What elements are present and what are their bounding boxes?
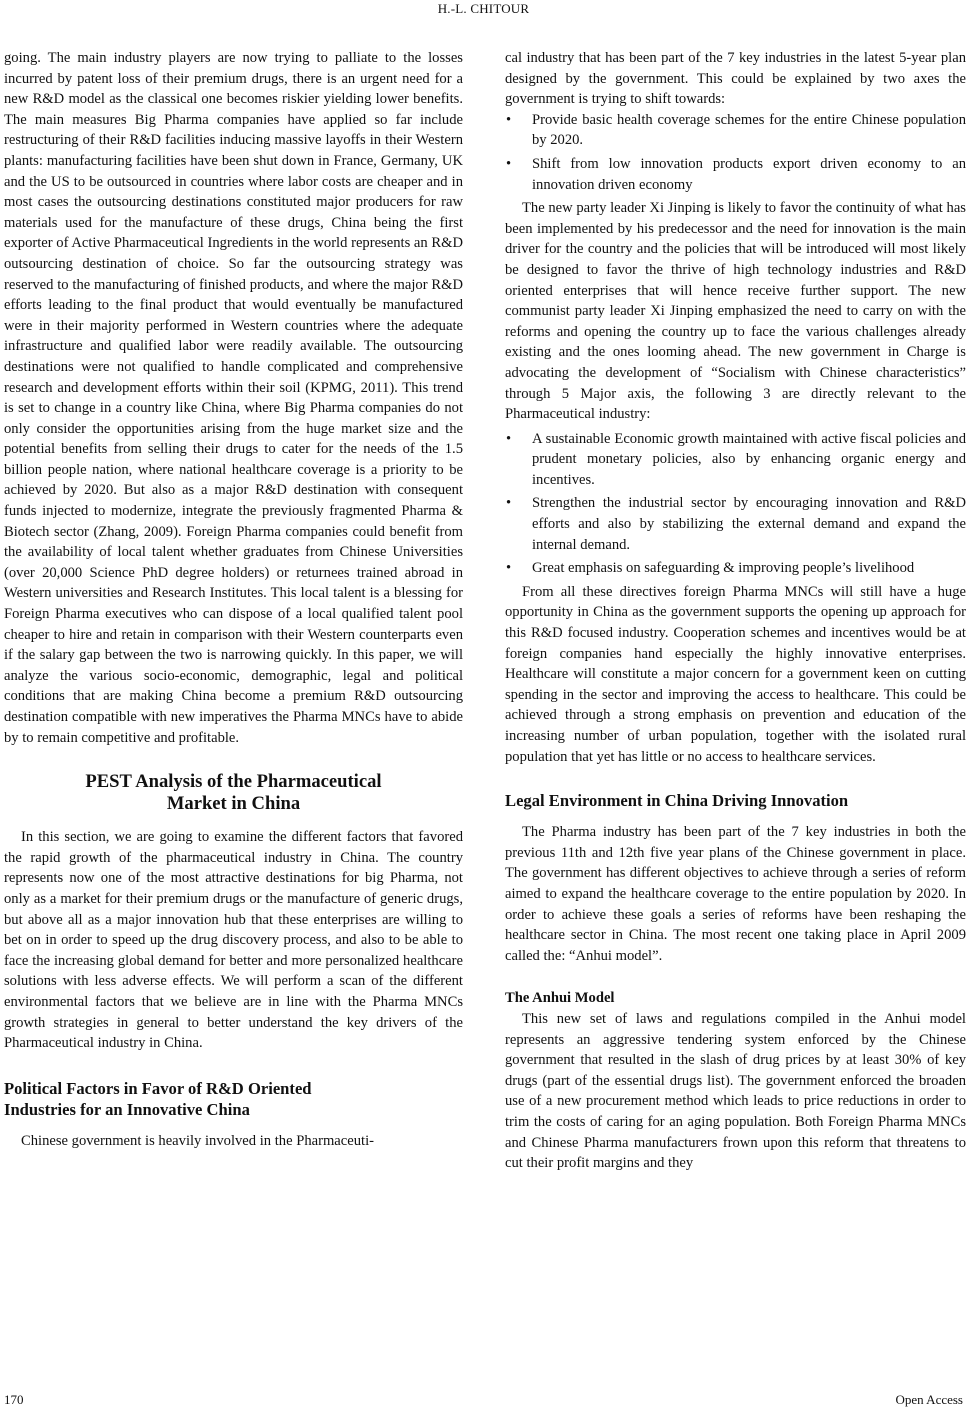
body-paragraph: The Pharma industry has been part of the 7 key industries in both the previous 11th and 12th five year plans of the Chinese government in place. The government has different objectives to achieve through a series of reform aimed to expand the healthcare coverage to the entire population by 2020. In order to achieve these goals a series of reforms have been reshaping the healthcare sector in China. The most recent one taking place in April 2009 called the: “Anhui model”. xyxy=(505,824,966,964)
subsubsection-title: The Anhui Model xyxy=(505,990,615,1007)
body-paragraph: cal industry that has been part of the 7 key industries in the latest 5-year plan designed by the government. This could be explained by two axes the government is trying to shift towards: xyxy=(505,50,966,108)
subsection-title-line: Political Factors in Favor of R&D Oriented xyxy=(4,1078,312,1098)
right-column xyxy=(505,48,966,1174)
section-title xyxy=(4,771,463,815)
bullet-icon: • xyxy=(506,430,512,447)
bullet-list xyxy=(505,110,966,195)
bullet-icon: • xyxy=(506,111,512,128)
body-paragraph: This new set of laws and regulations compiled in the Anhui model represents an aggressive tendering system enforced by the Chinese government that resulted in the slash of drug prices by at least 30% of key drugs (part of the essential drugs list). The government enforced the broaden use of a new procurement method which leads to price reductions in order to trim the costs of caring for an aging population. Both Foreign Pharma MNCs and Chinese Pharma manufacturers frown upon this reform that threatens to cut their profit margins and they xyxy=(505,1010,966,1172)
bullet-icon: • xyxy=(506,560,512,577)
subsection-title: Legal Environment in China Driving Innovation xyxy=(505,791,849,811)
body-paragraph: From all these directives foreign Pharma MNCs will still have a huge opportunity in China as the government supports the opening up approach for this R&D focused industry. Cooperation schemes and incentives would be at foreign companies hand especially the highly innovative enterprises. Healthcare will constitute a major concern for a government keen on cutting spending in the sector and improving the access to healthcare. This could be achieved through a strong emphasis on prevention and education of the increasing number of urban population, together with the isolated rural population that yet has little or no access to healthcare services. xyxy=(505,583,966,765)
page-number: 170 xyxy=(4,1392,24,1407)
bullet-list xyxy=(505,429,966,579)
body-paragraph: The new party leader Xi Jinping is likely to favor the continuity of what has been implemented by his predecessor and the need for innovation is the main driver for the country and the policies that will be introduced will most likely be designed to favor the thrive of high technology industries and R&D oriented enterprises that will hence receive further support. The new communist party leader Xi Jinping emphasized the need to carry on with the reforms and opening the country up to face the various challenges already existing and the ones looming ahead. The new government in Charge is advocating the development of “Socialism with Chinese characteristics” through 5 Major axis, the following 3 are directly relevant to the Pharmaceutical industry: xyxy=(505,200,966,423)
list-item: • Provide basic health coverage schemes for the entire Chinese population by 2020. xyxy=(506,111,966,149)
body-paragraph: Chinese government is heavily involved in the Pharmaceuti- xyxy=(21,1132,375,1149)
list-item: • Shift from low innovation products export driven economy to an innovation driven economy xyxy=(506,155,966,193)
bullet-icon: • xyxy=(506,495,512,512)
body-paragraph: going. The main industry players are now trying to palliate to the losses incurred by patent loss of their premium drugs, there is an urgent need for a new R&D model as the classical one becomes riskier yielding lower benefits. The main measures Big Pharma companies have applied so far include restructuring of their R&D facilities inducing massive layoffs in their Western plants: manufacturing facilities have been shut down in France, Germany, UK and the US to be outsourced in countries where labor costs are cheaper and in most cases the outsourcing destinations constituted major producers for raw materials used for the manufacture of these drugs, China being the first exporter of Active Pharmaceutical Ingredients in the world represents an R&D outsourcing destination of choice. So far the outsourcing strategy was reserved to the manufacturing of finished products, and where the major R&D efforts leading to the final product that would eventually be manufactured were in their majority performed in Western countries where the adequate infrastructure and qualified labor were readily available. The outsourcing destinations were not qualified to handle complicated and comprehensive research and development efforts within their soil (KPMG, 2011). This trend is set to change in a country like China, where Big Pharma companies do not only consider the opportunities arising from the huge market size and the potential benefits from selling their drugs to cater for the needs of the 1.5 billion people nation, where national healthcare coverage is a priority to be achieved by 2020. But also as a major R&D destination with consequent funds injected to modernize, integrate the previously fragmented Pharma & Biotech sector (Zhang, 2009). Foreign Pharma companies could benefit from the availability of local talent whether graduates from Chinese Universities (over 20,000 Science PhD degree holders) or returnees trained abroad in Western universities and Research Institutes. This local talent is a blessing for Foreign Pharma executives who can dispose of a local qualified talent pool cheaper to hire and retain in comparison with their Western counterparts even if the salary gap between the two is narrowing quickly. In this paper, we will analyze the various socio-economic, demographic, legal and political conditions that are making China become a premium R&D outsourcing destination compatible with new imperatives the Pharma MNCs have to abide by to remain competitive and profitable. xyxy=(4,50,463,746)
publisher-label: Open Access xyxy=(895,1392,963,1407)
subsection-title xyxy=(4,1078,463,1120)
bullet-icon: • xyxy=(506,155,512,172)
left-column xyxy=(4,48,463,1151)
list-item: • A sustainable Economic growth maintained with active fiscal policies and prudent monetary policies, also by enhancing organic energy and incentives. xyxy=(506,430,966,488)
running-head: H.-L. CHITOUR xyxy=(437,1,530,16)
section-title-line: Market in China xyxy=(166,793,301,815)
list-item: • Great emphasis on safeguarding & improving people’s livelihood xyxy=(505,558,966,579)
list-item: • Strengthen the industrial sector by encouraging innovation and R&D efforts and also by stabilizing the external demand and expand the internal demand. xyxy=(506,495,966,553)
subsection-title-line: Industries for an Innovative China xyxy=(4,1099,250,1119)
section-title-line: PEST Analysis of the Pharmaceutical xyxy=(85,771,382,793)
body-paragraph: In this section, we are going to examine the different factors that favored the rapid growth of the pharmaceutical industry in China. The country represents now one of the most attractive destinations for big Pharma, not only as a market for their premium drugs or the manufacture of generic drugs, but above all as a major innovation hub that these enterprises are willing to bet on in order to speed up the drug discovery process, and also to be able to face the increasing global demand for better and more personalized healthcare solutions with less adverse effects. We will perform a scan of the different environmental factors that we believe are in line with the Pharma MNCs growth strategies in general to better understand the key drivers of the Pharmaceutical industry in China. xyxy=(4,829,463,1052)
